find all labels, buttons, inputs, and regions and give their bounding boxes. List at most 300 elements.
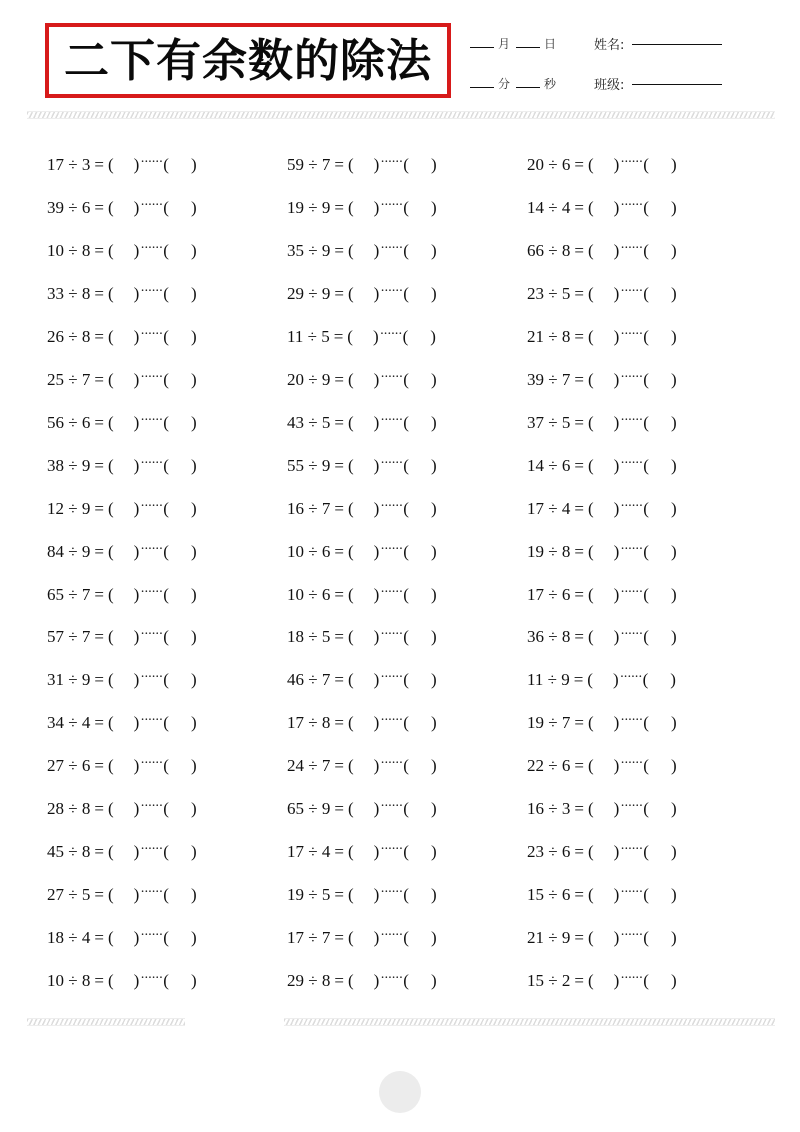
remainder-dots: ······	[140, 369, 163, 385]
quotient-open-paren: (	[587, 756, 594, 776]
division-problem	[527, 369, 677, 391]
division-problem	[287, 240, 437, 262]
remainder-close-paren: )	[430, 584, 437, 604]
quotient-close-paren: )	[372, 326, 379, 346]
division-problem	[527, 798, 677, 820]
remainder-open-paren: (	[643, 756, 649, 776]
minute-unit: 分	[498, 76, 511, 91]
quotient-open-paren: (	[107, 369, 114, 389]
equals-sign: =	[334, 928, 344, 948]
quotient-close-paren: )	[373, 498, 380, 518]
equals-sign: =	[94, 197, 104, 217]
remainder-close-paren: )	[670, 283, 677, 303]
quotient-close-paren: )	[373, 240, 380, 260]
quotient-close-paren: )	[133, 584, 140, 604]
remainder-dots: ······	[140, 928, 163, 944]
quotient-open-paren: (	[347, 283, 354, 303]
quotient-open-paren: (	[107, 670, 114, 690]
remainder-dots: ······	[380, 713, 403, 729]
remainder-open-paren: (	[163, 627, 169, 647]
remainder-close-paren: )	[190, 670, 197, 690]
quotient-close-paren: )	[133, 412, 140, 432]
division-problem	[287, 841, 437, 863]
problem-expression: 35 ÷ 9	[287, 240, 331, 260]
page-indicator[interactable]	[379, 1071, 421, 1113]
quotient-close-paren: )	[613, 756, 620, 776]
quotient-close-paren: )	[133, 885, 140, 905]
equals-sign: =	[334, 369, 344, 389]
problem-expression: 21 ÷ 8	[527, 326, 571, 346]
remainder-open-paren: (	[403, 928, 409, 948]
quotient-close-paren: )	[613, 799, 620, 819]
problem-expression: 20 ÷ 6	[527, 155, 571, 174]
division-problem	[47, 455, 197, 477]
remainder-close-paren: )	[430, 283, 437, 303]
quotient-close-paren: )	[373, 155, 380, 174]
remainder-close-paren: )	[190, 283, 197, 303]
remainder-dots: ······	[380, 541, 403, 557]
remainder-dots: ······	[620, 412, 643, 428]
quotient-open-paren: (	[587, 155, 594, 174]
quotient-open-paren: (	[347, 885, 354, 905]
quotient-close-paren: )	[613, 971, 620, 991]
remainder-dots: ······	[140, 541, 163, 557]
problem-expression: 29 ÷ 9	[287, 283, 331, 303]
quotient-open-paren: (	[107, 928, 114, 948]
quotient-close-paren: )	[613, 627, 620, 647]
quotient-open-paren: (	[347, 197, 354, 217]
remainder-dots: ······	[380, 670, 403, 686]
problem-expression: 20 ÷ 9	[287, 369, 331, 389]
quotient-close-paren: )	[613, 584, 620, 604]
month-unit: 月	[498, 36, 511, 51]
equals-sign: =	[574, 412, 584, 432]
remainder-close-paren: )	[670, 369, 677, 389]
problem-expression: 14 ÷ 4	[527, 197, 571, 217]
quotient-close-paren: )	[133, 971, 140, 991]
quotient-close-paren: )	[373, 369, 380, 389]
equals-sign: =	[574, 541, 584, 561]
name-label: 姓名:	[594, 37, 625, 53]
equals-sign: =	[94, 584, 104, 604]
remainder-dots: ······	[140, 670, 163, 686]
division-problem	[527, 626, 677, 648]
remainder-close-paren: )	[670, 799, 677, 819]
equals-sign: =	[334, 756, 344, 776]
remainder-close-paren: )	[670, 326, 677, 346]
remainder-dots: ······	[380, 928, 403, 944]
division-problem	[47, 584, 197, 606]
remainder-close-paren: )	[190, 455, 197, 475]
remainder-dots: ······	[620, 197, 643, 213]
quotient-close-paren: )	[373, 885, 380, 905]
remainder-open-paren: (	[643, 799, 649, 819]
remainder-close-paren: )	[670, 155, 677, 174]
quotient-close-paren: )	[613, 842, 620, 862]
division-problem	[527, 197, 677, 219]
division-problem	[47, 626, 197, 648]
class-label: 班级:	[594, 77, 625, 93]
equals-sign: =	[574, 240, 584, 260]
division-problem	[47, 798, 197, 820]
quotient-open-paren: (	[587, 627, 594, 647]
quotient-close-paren: )	[373, 197, 380, 217]
remainder-dots: ······	[140, 498, 163, 514]
equals-sign: =	[334, 155, 344, 174]
problem-expression: 84 ÷ 9	[47, 541, 91, 561]
quotient-open-paren: (	[347, 541, 354, 561]
remainder-open-paren: (	[403, 498, 409, 518]
remainder-open-paren: (	[163, 498, 169, 518]
quotient-open-paren: (	[107, 283, 114, 303]
problem-expression: 10 ÷ 6	[287, 584, 331, 604]
remainder-close-paren: )	[670, 627, 677, 647]
problem-expression: 10 ÷ 8	[47, 971, 91, 991]
problem-expression: 59 ÷ 7	[287, 155, 331, 174]
division-problem	[527, 326, 677, 348]
remainder-dots: ······	[140, 842, 163, 858]
quotient-open-paren: (	[587, 369, 594, 389]
problem-expression: 36 ÷ 8	[527, 627, 571, 647]
problem-expression: 57 ÷ 7	[47, 627, 91, 647]
division-problem	[287, 798, 437, 820]
division-problem	[47, 154, 197, 176]
remainder-dots: ······	[620, 369, 643, 385]
division-problem	[527, 927, 677, 949]
remainder-open-paren: (	[643, 541, 649, 561]
remainder-open-paren: (	[403, 541, 409, 561]
problem-expression: 19 ÷ 5	[287, 885, 331, 905]
remainder-dots: ······	[140, 155, 163, 170]
equals-sign: =	[574, 197, 584, 217]
remainder-dots: ······	[620, 541, 643, 557]
remainder-close-paren: )	[430, 541, 437, 561]
equals-sign: =	[574, 283, 584, 303]
quotient-open-paren: (	[347, 799, 354, 819]
quotient-close-paren: )	[133, 799, 140, 819]
remainder-dots: ······	[620, 756, 643, 772]
problem-expression: 46 ÷ 7	[287, 670, 331, 690]
division-problem	[527, 884, 677, 906]
quotient-open-paren: (	[587, 842, 594, 862]
problem-expression: 17 ÷ 7	[287, 928, 331, 948]
remainder-close-paren: )	[430, 498, 437, 518]
equals-sign: =	[94, 498, 104, 518]
problem-expression: 24 ÷ 7	[287, 756, 331, 776]
quotient-close-paren: )	[613, 155, 620, 174]
equals-sign: =	[333, 326, 344, 346]
problem-expression: 18 ÷ 4	[47, 928, 91, 948]
division-problem	[47, 755, 197, 777]
problem-expression: 38 ÷ 9	[47, 455, 91, 475]
division-problem	[527, 412, 677, 434]
equals-sign: =	[574, 155, 584, 174]
equals-sign: =	[94, 541, 104, 561]
quotient-close-paren: )	[373, 627, 380, 647]
quotient-open-paren: (	[587, 971, 594, 991]
problem-expression: 17 ÷ 4	[287, 842, 331, 862]
remainder-open-paren: (	[403, 197, 409, 217]
remainder-dots: ······	[140, 885, 163, 901]
remainder-open-paren: (	[403, 155, 409, 174]
division-problem	[527, 498, 677, 520]
quotient-close-paren: )	[613, 240, 620, 260]
problem-expression: 12 ÷ 9	[47, 498, 91, 518]
remainder-close-paren: )	[670, 885, 677, 905]
remainder-open-paren: (	[643, 713, 649, 733]
remainder-open-paren: (	[643, 197, 649, 217]
problem-expression: 17 ÷ 6	[527, 584, 571, 604]
quotient-open-paren: (	[107, 155, 114, 174]
remainder-close-paren: )	[670, 971, 677, 991]
quotient-open-paren: (	[587, 713, 594, 733]
remainder-open-paren: (	[643, 584, 649, 604]
division-problem	[287, 584, 437, 606]
remainder-open-paren: (	[403, 842, 409, 862]
remainder-dots: ······	[620, 842, 643, 858]
remainder-close-paren: )	[670, 498, 677, 518]
remainder-open-paren: (	[163, 412, 169, 432]
remainder-dots: ······	[620, 713, 643, 729]
remainder-dots: ······	[380, 756, 403, 772]
equals-sign: =	[94, 842, 104, 862]
equals-sign: =	[334, 799, 344, 819]
remainder-close-paren: )	[430, 455, 437, 475]
problem-expression: 17 ÷ 8	[287, 713, 331, 733]
equals-sign: =	[94, 240, 104, 260]
quotient-close-paren: )	[133, 326, 140, 346]
problem-expression: 65 ÷ 7	[47, 584, 91, 604]
quotient-close-paren: )	[373, 842, 380, 862]
problem-expression: 28 ÷ 8	[47, 799, 91, 819]
remainder-open-paren: (	[643, 326, 649, 346]
problem-expression: 10 ÷ 8	[47, 240, 91, 260]
problem-expression: 19 ÷ 7	[527, 713, 571, 733]
equals-sign: =	[94, 756, 104, 776]
division-problem	[47, 541, 197, 563]
equals-sign: =	[334, 498, 344, 518]
second-unit: 秒	[544, 76, 557, 91]
remainder-dots: ······	[619, 670, 642, 686]
remainder-open-paren: (	[643, 498, 649, 518]
quotient-close-paren: )	[613, 197, 620, 217]
quotient-close-paren: )	[133, 240, 140, 260]
division-problem	[287, 755, 437, 777]
quotient-close-paren: )	[373, 713, 380, 733]
remainder-dots: ······	[140, 627, 163, 643]
remainder-open-paren: (	[403, 455, 409, 475]
equals-sign: =	[94, 885, 104, 905]
remainder-dots: ······	[140, 713, 163, 729]
equals-sign: =	[94, 670, 104, 690]
quotient-close-paren: )	[133, 369, 140, 389]
division-problem	[287, 970, 437, 992]
quotient-open-paren: (	[107, 240, 114, 260]
problem-expression: 16 ÷ 3	[527, 799, 571, 819]
remainder-open-paren: (	[163, 455, 169, 475]
quotient-close-paren: )	[133, 670, 140, 690]
remainder-close-paren: )	[190, 498, 197, 518]
equals-sign: =	[574, 627, 584, 647]
remainder-open-paren: (	[163, 541, 169, 561]
equals-sign: =	[574, 326, 584, 346]
remainder-close-paren: )	[670, 541, 677, 561]
problem-expression: 34 ÷ 4	[47, 713, 91, 733]
equals-sign: =	[574, 799, 584, 819]
quotient-close-paren: )	[613, 326, 620, 346]
remainder-dots: ······	[380, 240, 403, 256]
division-problem	[287, 455, 437, 477]
quotient-open-paren: (	[587, 412, 594, 432]
remainder-close-paren: )	[190, 885, 197, 905]
problem-expression: 11 ÷ 9	[527, 670, 570, 690]
quotient-close-paren: )	[373, 283, 380, 303]
quotient-close-paren: )	[613, 498, 620, 518]
equals-sign: =	[334, 627, 344, 647]
quotient-close-paren: )	[613, 885, 620, 905]
equals-sign: =	[334, 885, 344, 905]
remainder-dots: ······	[380, 455, 403, 471]
remainder-dots: ······	[620, 498, 643, 514]
remainder-close-paren: )	[190, 369, 197, 389]
remainder-dots: ······	[140, 756, 163, 772]
bottom-divider-right	[284, 1018, 775, 1026]
problem-expression: 26 ÷ 8	[47, 326, 91, 346]
equals-sign: =	[94, 155, 104, 174]
remainder-open-paren: (	[163, 971, 169, 991]
remainder-open-paren: (	[403, 756, 409, 776]
problem-expression: 29 ÷ 8	[287, 971, 331, 991]
remainder-dots: ······	[620, 885, 643, 901]
remainder-open-paren: (	[163, 713, 169, 733]
equals-sign: =	[334, 283, 344, 303]
quotient-close-paren: )	[133, 842, 140, 862]
remainder-dots: ······	[620, 326, 643, 342]
remainder-open-paren: (	[643, 155, 649, 174]
division-problem	[287, 498, 437, 520]
quotient-close-paren: )	[613, 713, 620, 733]
remainder-dots: ······	[620, 240, 643, 256]
remainder-open-paren: (	[403, 627, 409, 647]
problem-expression: 23 ÷ 6	[527, 842, 571, 862]
quotient-close-paren: )	[133, 197, 140, 217]
remainder-close-paren: )	[190, 713, 197, 733]
remainder-dots: ······	[380, 369, 403, 385]
remainder-close-paren: )	[430, 326, 436, 346]
remainder-close-paren: )	[670, 713, 677, 733]
equals-sign: =	[334, 240, 344, 260]
remainder-close-paren: )	[190, 928, 197, 948]
remainder-close-paren: )	[190, 197, 197, 217]
quotient-open-paren: (	[107, 197, 114, 217]
remainder-dots: ······	[380, 842, 403, 858]
remainder-close-paren: )	[670, 455, 677, 475]
remainder-dots: ······	[620, 971, 643, 987]
quotient-open-paren: (	[347, 670, 354, 690]
quotient-open-paren: (	[587, 928, 594, 948]
remainder-open-paren: (	[163, 756, 169, 776]
quotient-open-paren: (	[347, 928, 354, 948]
remainder-open-paren: (	[643, 412, 649, 432]
division-problem	[47, 240, 197, 262]
quotient-open-paren: (	[347, 584, 354, 604]
problem-expression: 55 ÷ 9	[287, 455, 331, 475]
remainder-close-paren: )	[190, 627, 197, 647]
remainder-dots: ······	[620, 283, 643, 299]
equals-sign: =	[574, 756, 584, 776]
equals-sign: =	[94, 627, 104, 647]
remainder-close-paren: )	[190, 326, 197, 346]
quotient-open-paren: (	[107, 412, 114, 432]
quotient-open-paren: (	[587, 283, 594, 303]
quotient-close-paren: )	[133, 756, 140, 776]
quotient-close-paren: )	[133, 155, 140, 174]
quotient-close-paren: )	[133, 928, 140, 948]
quotient-open-paren: (	[107, 541, 114, 561]
quotient-close-paren: )	[613, 455, 620, 475]
division-problem	[287, 412, 437, 434]
remainder-dots: ······	[620, 928, 643, 944]
quotient-open-paren: (	[347, 498, 354, 518]
remainder-open-paren: (	[643, 240, 649, 260]
problem-expression: 39 ÷ 6	[47, 197, 91, 217]
remainder-close-paren: )	[190, 842, 197, 862]
equals-sign: =	[334, 197, 344, 217]
division-problem	[527, 240, 677, 262]
quotient-open-paren: (	[587, 326, 594, 346]
quotient-open-paren: (	[587, 541, 594, 561]
remainder-open-paren: (	[642, 670, 649, 690]
remainder-open-paren: (	[403, 670, 409, 690]
quotient-close-paren: )	[612, 670, 619, 690]
quotient-open-paren: (	[347, 326, 353, 346]
division-problem	[287, 626, 437, 648]
quotient-open-paren: (	[587, 498, 594, 518]
equals-sign: =	[334, 971, 344, 991]
quotient-open-paren: (	[347, 455, 354, 475]
bottom-divider-left	[27, 1018, 185, 1026]
problem-expression: 56 ÷ 6	[47, 412, 91, 432]
quotient-open-paren: (	[347, 240, 354, 260]
quotient-open-paren: (	[587, 584, 594, 604]
remainder-close-paren: )	[190, 412, 197, 432]
quotient-close-paren: )	[613, 369, 620, 389]
remainder-dots: ······	[620, 455, 643, 471]
quotient-open-paren: (	[587, 197, 594, 217]
remainder-open-paren: (	[403, 713, 409, 733]
equals-sign: =	[574, 971, 584, 991]
remainder-close-paren: )	[430, 756, 437, 776]
remainder-open-paren: (	[163, 197, 169, 217]
quotient-close-paren: )	[613, 283, 620, 303]
quotient-open-paren: (	[347, 627, 354, 647]
quotient-close-paren: )	[373, 541, 380, 561]
problem-expression: 45 ÷ 8	[47, 842, 91, 862]
quotient-close-paren: )	[373, 455, 380, 475]
remainder-dots: ······	[140, 799, 163, 815]
equals-sign: =	[94, 369, 104, 389]
remainder-open-paren: (	[643, 369, 649, 389]
division-problem	[47, 927, 197, 949]
equals-sign: =	[574, 885, 584, 905]
problem-expression: 37 ÷ 5	[527, 412, 571, 432]
remainder-dots: ······	[140, 326, 163, 342]
division-problem	[287, 283, 437, 305]
division-problem	[287, 884, 437, 906]
remainder-dots: ······	[620, 584, 643, 600]
problem-expression: 43 ÷ 5	[287, 412, 331, 432]
problem-expression: 21 ÷ 9	[527, 928, 571, 948]
